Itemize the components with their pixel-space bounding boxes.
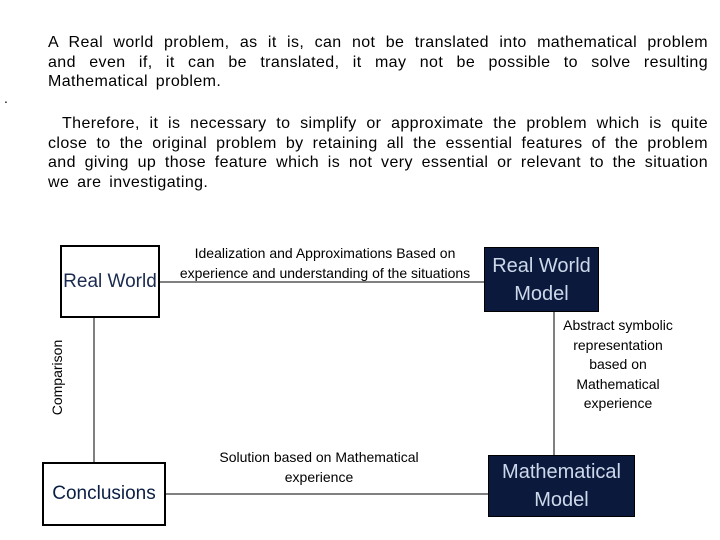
node-conclusions (42, 462, 166, 526)
edge-top-label: Idealization and Approximations Based on experience and understanding of the situations (179, 245, 471, 281)
paragraph-intro: A Real world problem, as it is, can not be translated into mathematical problem and even if, it can be translated, it may not be possible to solve resulting Mathematical problem. (48, 34, 708, 90)
node-mathematical-model-label: Mathematical Model (502, 461, 621, 511)
edge-right-label: Abstract symbolic representation based on Mathematical experience (563, 317, 673, 411)
paragraph-simplification-text: Therefore, it is necessary to simplify or approximate the problem which is quite close to the original problem by retaining all the essential features of the problem and giving up those feature which is not very essential or relevant to the situation we are investigating. (48, 115, 708, 191)
node-real-world-model-label: Real World Model (492, 254, 591, 305)
edge-left-label: Comparison (49, 339, 65, 416)
edge-bottom-label: Solution based on Mathematical experience (219, 449, 419, 485)
bullet-dot: . (4, 90, 8, 106)
node-mathematical-model (488, 455, 635, 517)
node-real-world-model (484, 247, 599, 312)
node-real-world-label: Real World (63, 270, 157, 292)
node-conclusions-label: Conclusions (52, 483, 156, 504)
node-real-world (60, 245, 160, 318)
